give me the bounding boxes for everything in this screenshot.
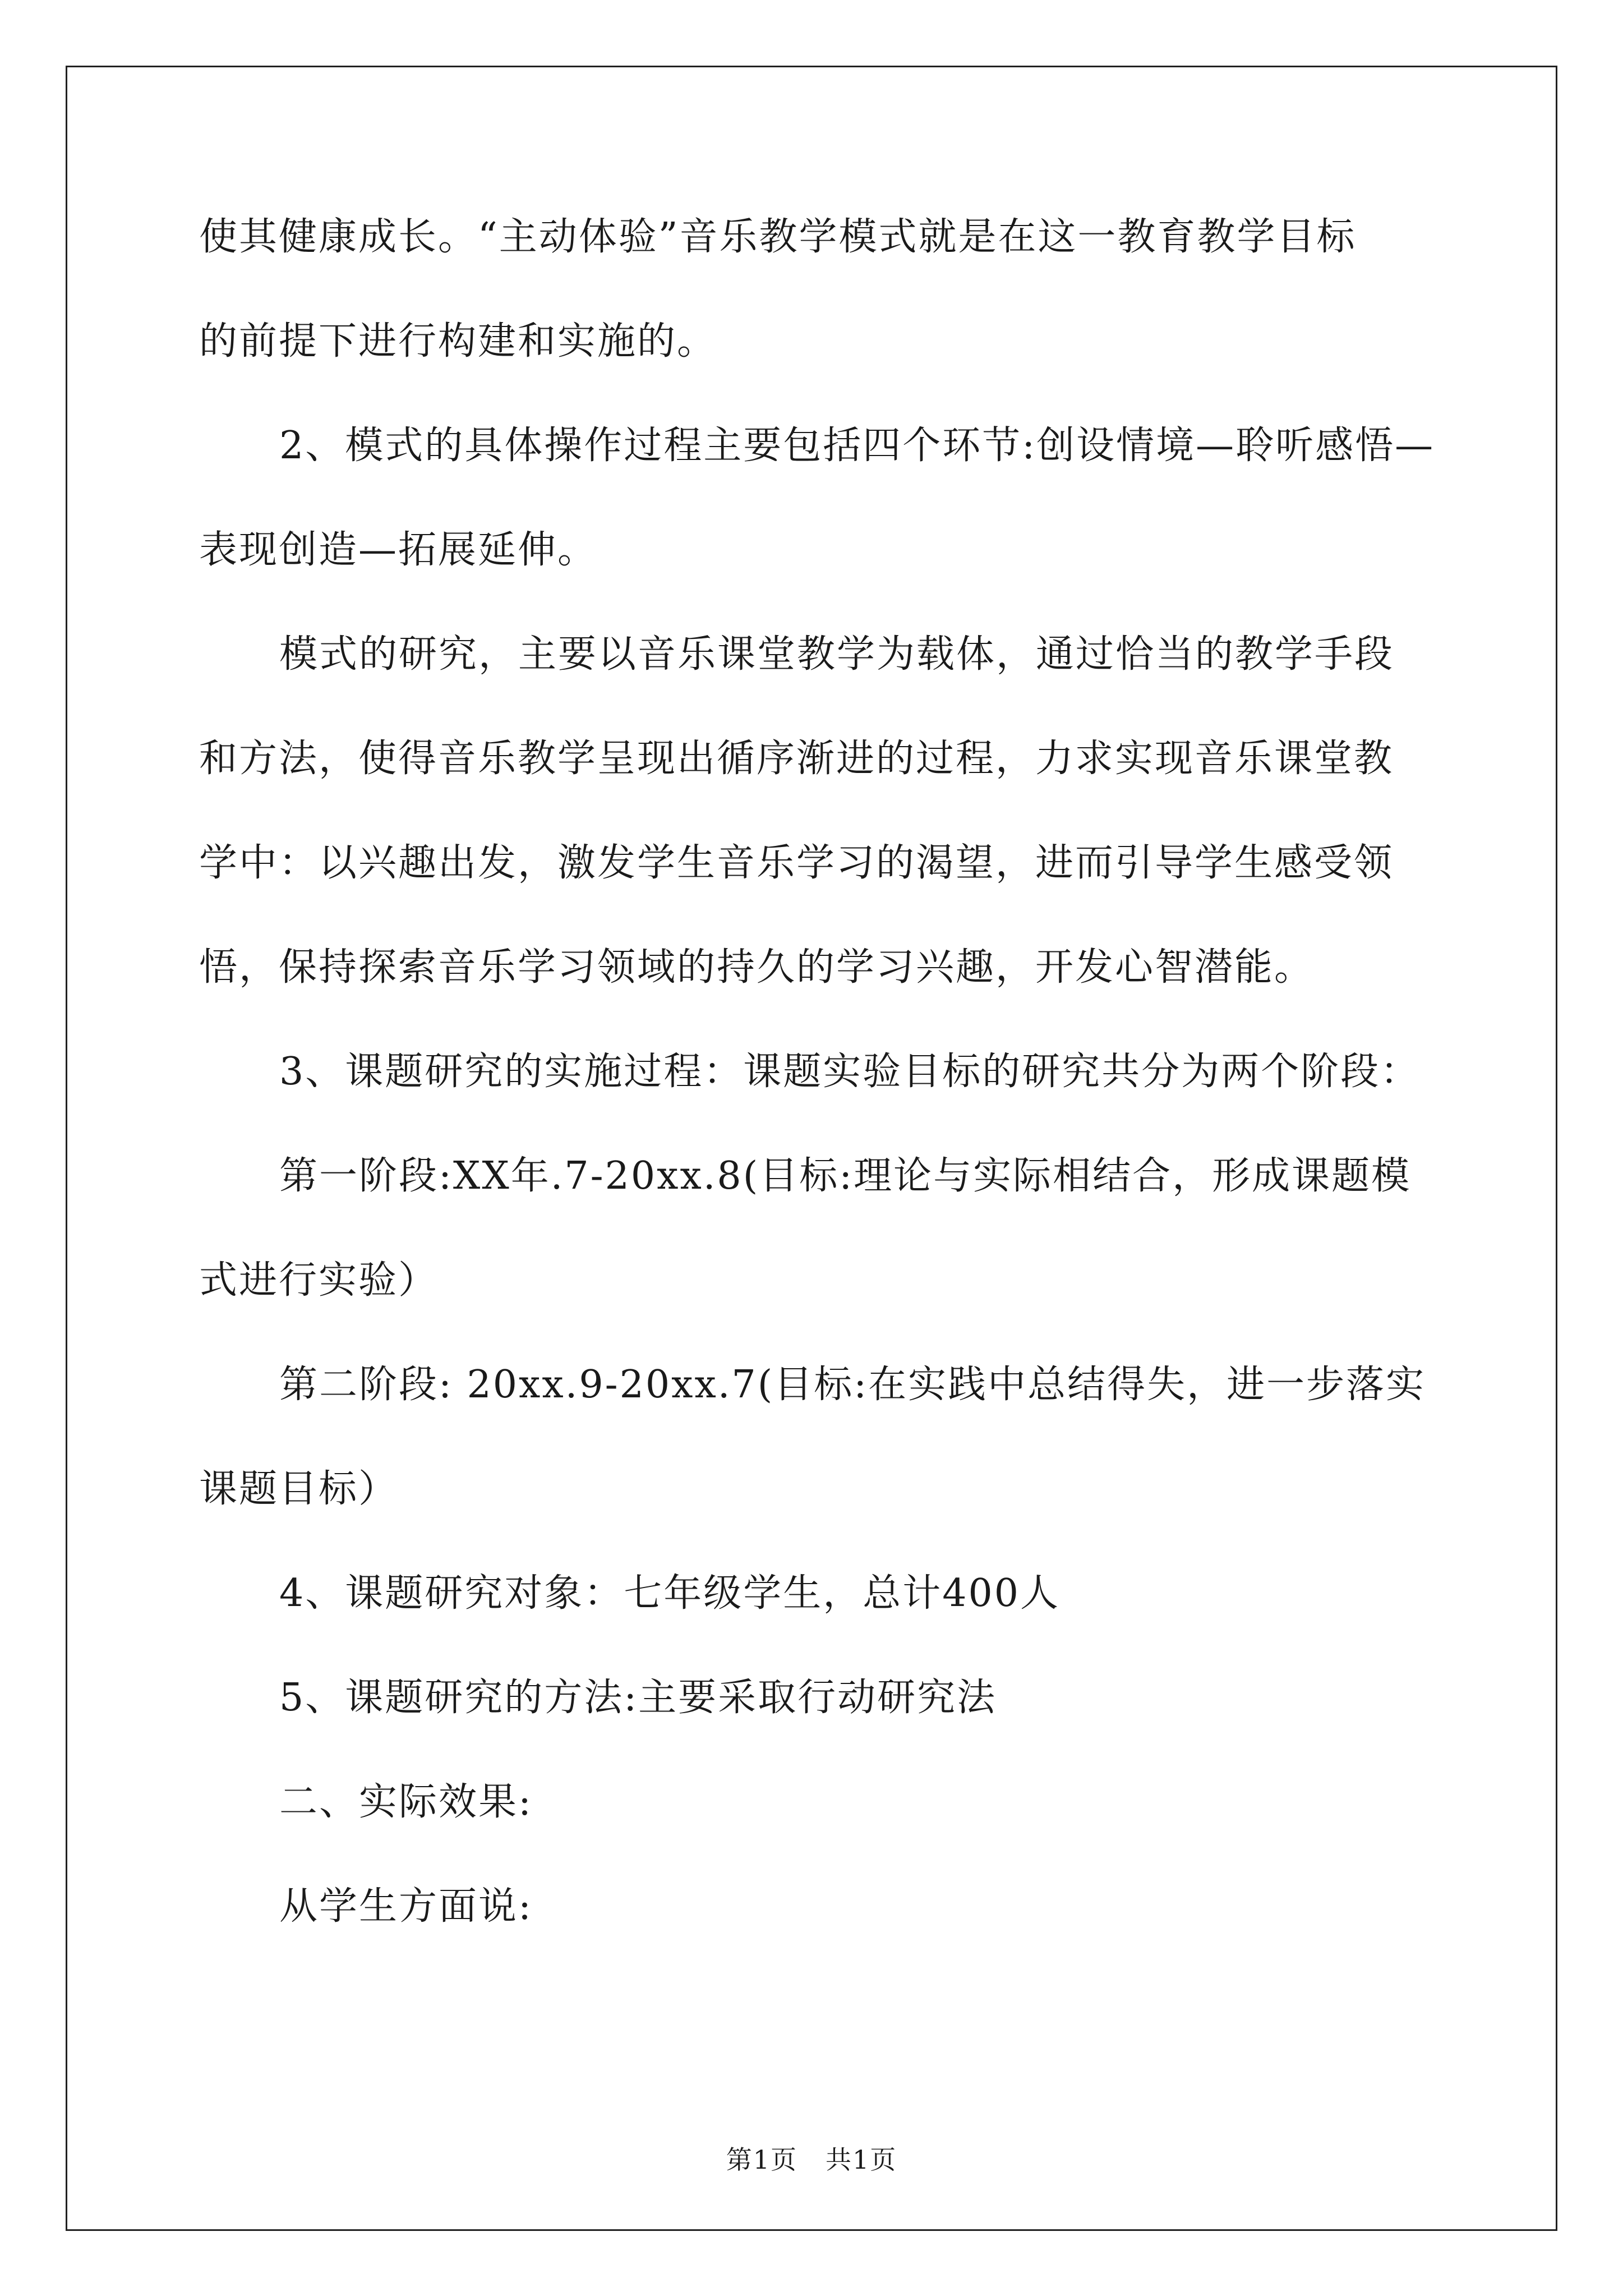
section-heading: 二、实际效果: bbox=[279, 1780, 533, 1824]
paragraph-line: 学中：以兴趣出发，激发学生音乐学习的渴望，进而引导学生感受领 bbox=[199, 841, 1394, 885]
paragraph-line: 4、课题研究对象：七年级学生，总计400人 bbox=[279, 1571, 1061, 1616]
paragraph-line: 从学生方面说: bbox=[279, 1884, 533, 1929]
paragraph-line: 课题目标） bbox=[199, 1467, 399, 1511]
page-footer bbox=[0, 2143, 1623, 2177]
paragraph-line: 表现创造—拓展延伸。 bbox=[199, 528, 598, 572]
page-total: 共1页 bbox=[826, 2145, 897, 2175]
page-number: 第1页 bbox=[726, 2145, 797, 2175]
document-body bbox=[199, 185, 1433, 1959]
paragraph-line: 5、课题研究的方法:主要采取行动研究法 bbox=[279, 1676, 997, 1720]
paragraph-line: 和方法，使得音乐教学呈现出循序渐进的过程，力求实现音乐课堂教 bbox=[199, 737, 1394, 781]
paragraph-line: 模式的研究，主要以音乐课堂教学为载体，通过恰当的教学手段 bbox=[279, 632, 1395, 677]
paragraph-line: 的前提下进行构建和实施的。 bbox=[199, 319, 717, 364]
paragraph-line: 3、课题研究的实施过程：课题实验目标的研究共分为两个阶段： bbox=[279, 1050, 1421, 1094]
paragraph-line: 使其健康成长。“主动体验”音乐教学模式就是在这一教育教学目标 bbox=[199, 215, 1357, 259]
paragraph-line: 式进行实验） bbox=[199, 1258, 439, 1303]
paragraph-line: 第二阶段: 20xx.9-20xx.7(目标:在实践中总结得失，进一步落实 bbox=[279, 1363, 1426, 1407]
paragraph-line: 悟，保持探索音乐学习领域的持久的学习兴趣，开发心智潜能。 bbox=[199, 945, 1315, 990]
paragraph-line: 第一阶段:XX年.7-20xx.8(目标:理论与实际相结合，形成课题模 bbox=[279, 1154, 1412, 1198]
paragraph-line: 2、模式的具体操作过程主要包括四个环节:创设情境—聆听感悟— bbox=[279, 424, 1435, 468]
